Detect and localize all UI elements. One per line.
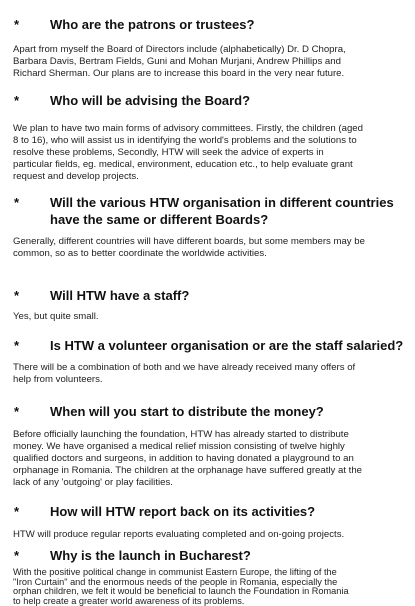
bullet-star-icon: *	[14, 338, 19, 354]
answer-line: to help create a greater world awareness of its problems.	[13, 597, 408, 606]
answer-line: Apart from myself the Board of Directors include (alphabetically) Dr. D Chopra,	[13, 44, 408, 56]
answer-paragraph	[13, 123, 408, 183]
answer-line: HTW will produce regular reports evaluating completed and on-going projects.	[13, 529, 408, 541]
answer-paragraph	[13, 311, 408, 323]
answer-line: common, so as to better coordinate the worldwide activities.	[13, 248, 408, 260]
answer-line: 8 to 16), who will assist us in identifying the world's problems and the solutions to	[13, 135, 408, 147]
bullet-star-icon: *	[14, 504, 19, 520]
answer-line: With the positive political change in communist Eastern Europe, the lifting of the	[13, 568, 408, 578]
question-line: have the same or different Boards?	[50, 211, 405, 228]
question-text	[50, 194, 405, 228]
answer-paragraph	[13, 429, 408, 489]
answer-line: lack of any 'outgoing' or play facilities.	[13, 477, 408, 489]
answer-paragraph	[13, 529, 408, 541]
bullet-star-icon: *	[14, 288, 19, 304]
question-text: How will HTW report back on its activities?	[50, 504, 405, 520]
bullet-star-icon: *	[14, 93, 19, 109]
answer-line: Generally, different countries will have different boards, but some members may be	[13, 236, 408, 248]
question-text: Who are the patrons or trustees?	[50, 17, 405, 33]
question-text: Why is the launch in Bucharest?	[50, 548, 405, 564]
question-text: Is HTW a volunteer organisation or are the staff salaried?	[50, 338, 405, 354]
question-text: When will you start to distribute the money?	[50, 404, 405, 420]
answer-line: particular fields, eg. medical, environment, education etc., to help evaluate grant	[13, 159, 408, 171]
answer-line: orphan children, we felt it would be beneficial to launch the Foundation in Romania	[13, 587, 408, 597]
answer-line: money. We have organised a medical relief mission consisting of twelve highly	[13, 441, 408, 453]
bullet-star-icon: *	[14, 548, 19, 564]
question-text: Will HTW have a staff?	[50, 288, 405, 304]
answer-line: Barbara Davis, Bertram Fields, Guni and Mohan Murjani, Andrew Phillips and	[13, 56, 408, 68]
answer-line: orphanage in Romania. The children at the orphanage have suffered greatly at the	[13, 465, 408, 477]
answer-line: help from volunteers.	[13, 374, 408, 386]
bullet-star-icon: *	[14, 17, 19, 33]
answer-line: resolve these problems, Secondly, HTW will seek the advice of experts in	[13, 147, 408, 159]
answer-line: qualified doctors and surgeons, in addition to having donated a playground to an	[13, 453, 408, 465]
answer-line: Richard Sherman. Our plans are to increase this board in the very near future.	[13, 68, 408, 80]
question-text: Who will be advising the Board?	[50, 93, 405, 109]
answer-line: We plan to have two main forms of advisory committees. Firstly, the children (aged	[13, 123, 408, 135]
answer-line: Before officially launching the foundation, HTW has already started to distribute	[13, 429, 408, 441]
question-line: Will the various HTW organisation in different countries	[50, 194, 405, 211]
answer-paragraph	[13, 236, 408, 260]
bullet-star-icon: *	[14, 194, 19, 211]
answer-paragraph	[13, 362, 408, 386]
answer-paragraph	[13, 568, 408, 606]
bullet-star-icon: *	[14, 404, 19, 420]
answer-line: There will be a combination of both and we have already received many offers of	[13, 362, 408, 374]
answer-line: "Iron Curtain" and the enormous needs of the people in Romania, especially the	[13, 578, 408, 588]
answer-line: request and develop projects.	[13, 171, 408, 183]
answer-line: Yes, but quite small.	[13, 311, 408, 323]
answer-paragraph	[13, 44, 408, 80]
